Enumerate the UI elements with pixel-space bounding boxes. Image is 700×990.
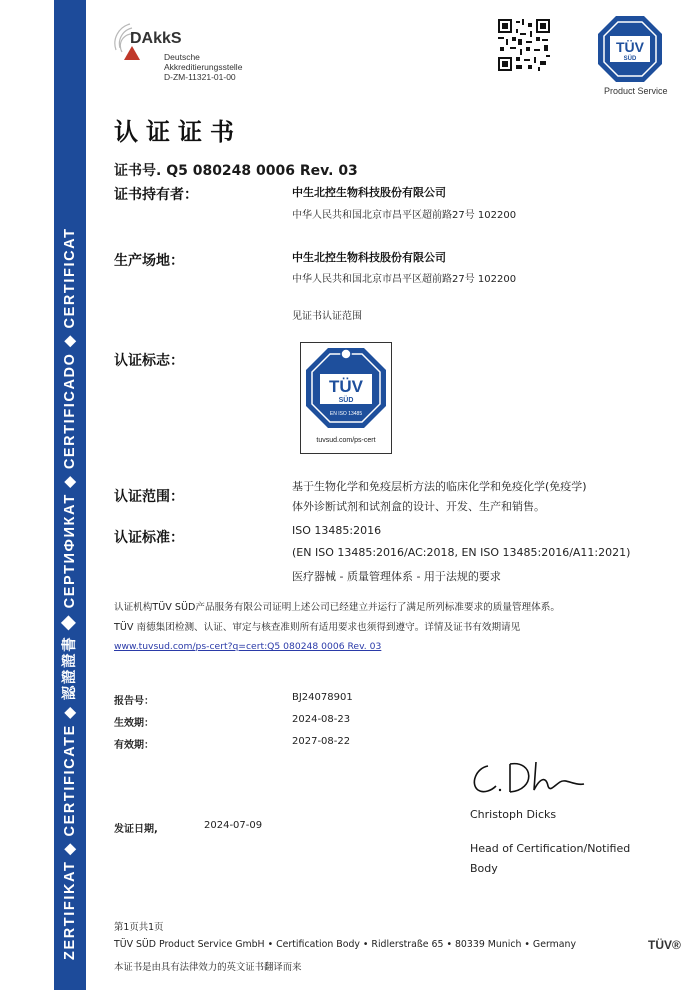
tuv-certification-mark	[300, 342, 392, 454]
issue-date-label: 发证日期,	[114, 824, 158, 835]
mark-standard-text: EN ISO 13485	[329, 411, 363, 417]
mark-sud-text: SÜD	[338, 397, 354, 404]
valid-from-value: 2024-08-23	[292, 714, 351, 725]
standard-label: 认证标准：	[114, 530, 184, 546]
scope-label: 认证范围：	[114, 489, 184, 505]
page-number: 第1页共1页	[114, 922, 164, 933]
footer-address: TÜV SÜD Product Service GmbH • Certification Body • Ridlerstraße 65 • 80339 Munich • Germany	[114, 939, 577, 950]
signatory-title-1: Head of Certification/Notified	[470, 842, 631, 855]
mark-url-text: tuvsud.com/ps-cert	[316, 437, 376, 444]
statement-line-1: 认证机构TÜV SÜD产品服务有限公司证明上述公司已经建立并运行了满足所列标准要求的质量管理体系。	[114, 602, 560, 613]
footer-tuv-mark: TÜV®	[648, 938, 681, 952]
valid-from-label: 生效期：	[114, 718, 154, 729]
standard-line-1: ISO 13485:2016	[292, 524, 382, 537]
issue-date-value: 2024-07-09	[204, 820, 263, 831]
qr-code	[498, 19, 550, 71]
report-value: BJ24078901	[292, 692, 353, 703]
tuv-sud-logo	[596, 14, 664, 86]
dakks-line-2: Akkreditierungsstelle	[164, 62, 243, 72]
dakks-line-3: D-ZM-11321-01-00	[164, 72, 236, 82]
scope-line-2: 体外诊断试剂和试剂盒的设计、开发、生产和销售。	[292, 500, 545, 513]
valid-until-value: 2027-08-22	[292, 736, 351, 747]
site-address: 中华人民共和国北京市昌平区超前路27号 102200	[292, 274, 517, 285]
dakks-name: DAkkS	[130, 30, 182, 47]
report-label: 报告号：	[114, 696, 154, 707]
signature	[470, 756, 590, 802]
standard-line-3: 医疗器械 - 质量管理体系 - 用于法规的要求	[292, 570, 501, 583]
site-label: 生产场地：	[114, 253, 184, 269]
translation-note: 本证书是由具有法律效力的英文证书翻译而来	[114, 962, 302, 973]
standard-line-2: (EN ISO 13485:2016/AC:2018, EN ISO 13485:2016/A11:2021)	[292, 546, 631, 559]
site-name: 中生北控生物科技股份有限公司	[292, 251, 446, 264]
valid-until-label: 有效期：	[114, 740, 154, 751]
page-title: 认证证书	[114, 118, 242, 146]
tuv-logo-sub: SÜD	[623, 56, 637, 62]
holder-name: 中生北控生物科技股份有限公司	[292, 186, 446, 199]
sidebar-text: ZERTIFIKAT ◆ CERTIFICATE ◆ 認證證書 ◆ СЕРТИФИКАТ ◆ CERTIFICADO ◆ CERTIFICAT	[62, 227, 78, 960]
certificate-sidebar	[54, 0, 86, 990]
certificate-number: 证书号. Q5 080248 0006 Rev. 03	[114, 163, 358, 179]
tuv-logo-text: TÜV	[616, 39, 644, 55]
holder-label: 证书持有者：	[114, 187, 198, 203]
product-service-label: Product Service	[604, 86, 668, 96]
signatory-name: Christoph Dicks	[470, 808, 557, 821]
dakks-line-1: Deutsche	[164, 52, 200, 62]
statement-line-2: TÜV 南德集团检测、认证、审定与核查准则所有适用要求也须得到遵守。详情及证书有效期请见	[114, 622, 521, 633]
mark-tuv-text: TÜV	[329, 377, 363, 396]
mark-label: 认证标志：	[114, 353, 184, 369]
verification-link[interactable]: www.tuvsud.com/ps-cert?q=cert:Q5 080248 0006 Rev. 03	[114, 641, 382, 652]
scope-line-1: 基于生物化学和免疫层析方法的临床化学和免疫化学(免疫学)	[292, 480, 587, 493]
holder-address: 中华人民共和国北京市昌平区超前路27号 102200	[292, 210, 517, 221]
dakks-details	[164, 52, 242, 82]
signatory-title-2: Body	[470, 862, 498, 875]
site-note: 见证书认证范围	[292, 311, 362, 322]
